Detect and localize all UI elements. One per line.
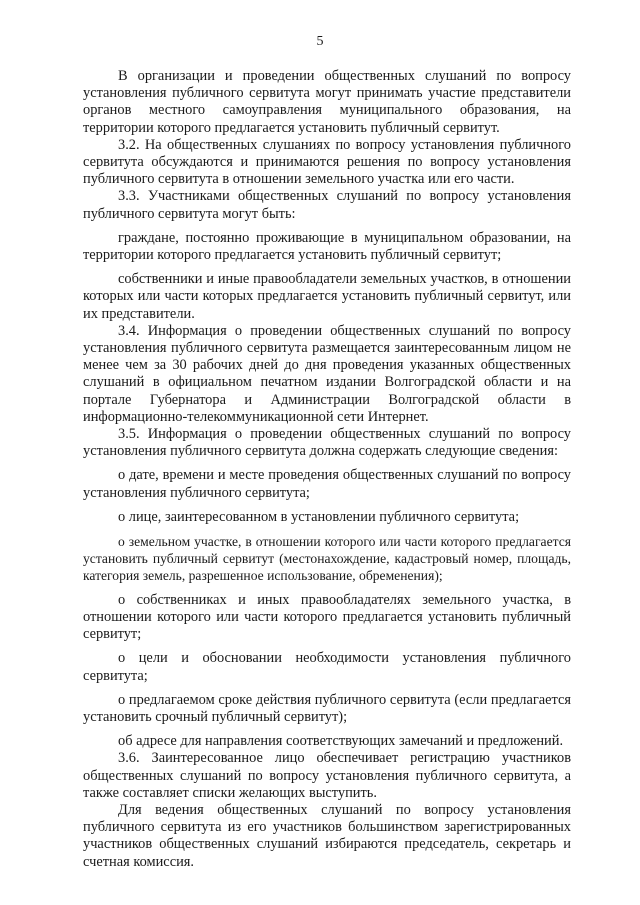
list-item-citizens: граждане, постоянно проживающие в муниципальном образовании, на территории которого предлагается установить публичный сервитут; (83, 229, 571, 264)
paragraph-chairman-election: Для ведения общественных слушаний по вопросу установления публичного сервитута из его участников большинством зарегистрированных участников общественных слушаний избираются председатель, секретарь и счетная комиссия. (83, 801, 571, 870)
list-item-purpose: о цели и обосновании необходимости установления публичного сервитута; (83, 650, 571, 684)
paragraph-3-4: 3.4. Информация о проведении общественных слушаний по вопросу установления публичного сервитута размещается заинтересованным лицом не менее чем за 30 рабочих дней до дня проведения указанных общественных слушаний в официальном печатном издании Волгоградской области и на портале Губернатора и Администрации Волгоградской области в информационно-телекоммуникационной сети Интернет. (83, 322, 571, 425)
paragraph-3-5: 3.5. Информация о проведении общественных слушаний по вопросу установления публичного сервитута должна содержать следующие сведения: (83, 426, 571, 460)
paragraph-3-2: 3.2. На общественных слушаниях по вопросу установления публичного сервитута обсуждаются и принимаются решения по вопросу установления публичного сервитута в отношении земельного участка или его части. (83, 136, 571, 188)
page-number: 5 (316, 34, 324, 49)
list-item-land-plot: о земельном участке, в отношении которого или части которого предлагается установить публичный сервитут (местонахождение, кадастровый номер, площадь, категория земель, разрешенное использование, обременения); (83, 534, 571, 584)
list-item-owners: собственники и иные правообладатели земельных участков, в отношении которых или части которых предлагается установить публичный сервитут, или их представители. (83, 271, 571, 322)
list-item-term: о предлагаемом сроке действия публичного сервитута (если предлагается установить срочный публичный сервитут); (83, 691, 571, 725)
document-body (83, 68, 571, 871)
paragraph-3-3: 3.3. Участниками общественных слушаний по вопросу установления публичного сервитута могут быть: (83, 188, 571, 222)
list-item-address: об адресе для направления соответствующих замечаний и предложений. (118, 733, 564, 750)
list-item-interested-person: о лице, заинтересованном в установлении публичного сервитута; (118, 508, 520, 525)
list-item-date-time-place: о дате, времени и месте проведения общественных слушаний по вопросу установления публичного сервитута; (83, 467, 571, 501)
list-item-rights-holders: о собственниках и иных правообладателях земельного участка, в отношении которого или части которого предлагается установить публичный сервитут; (83, 591, 571, 643)
paragraph-3-6: 3.6. Заинтересованное лицо обеспечивает регистрацию участников общественных слушаний по вопросу установления публичного сервитута, а также составляет списки желающих выступить. (83, 750, 571, 801)
paragraph-participation: В организации и проведении общественных слушаний по вопросу установления публичного сервитута могут принимать участие представители органов местного самоуправления муниципального образования, на территории которого предлагается установить публичный сервитут. (83, 68, 571, 136)
